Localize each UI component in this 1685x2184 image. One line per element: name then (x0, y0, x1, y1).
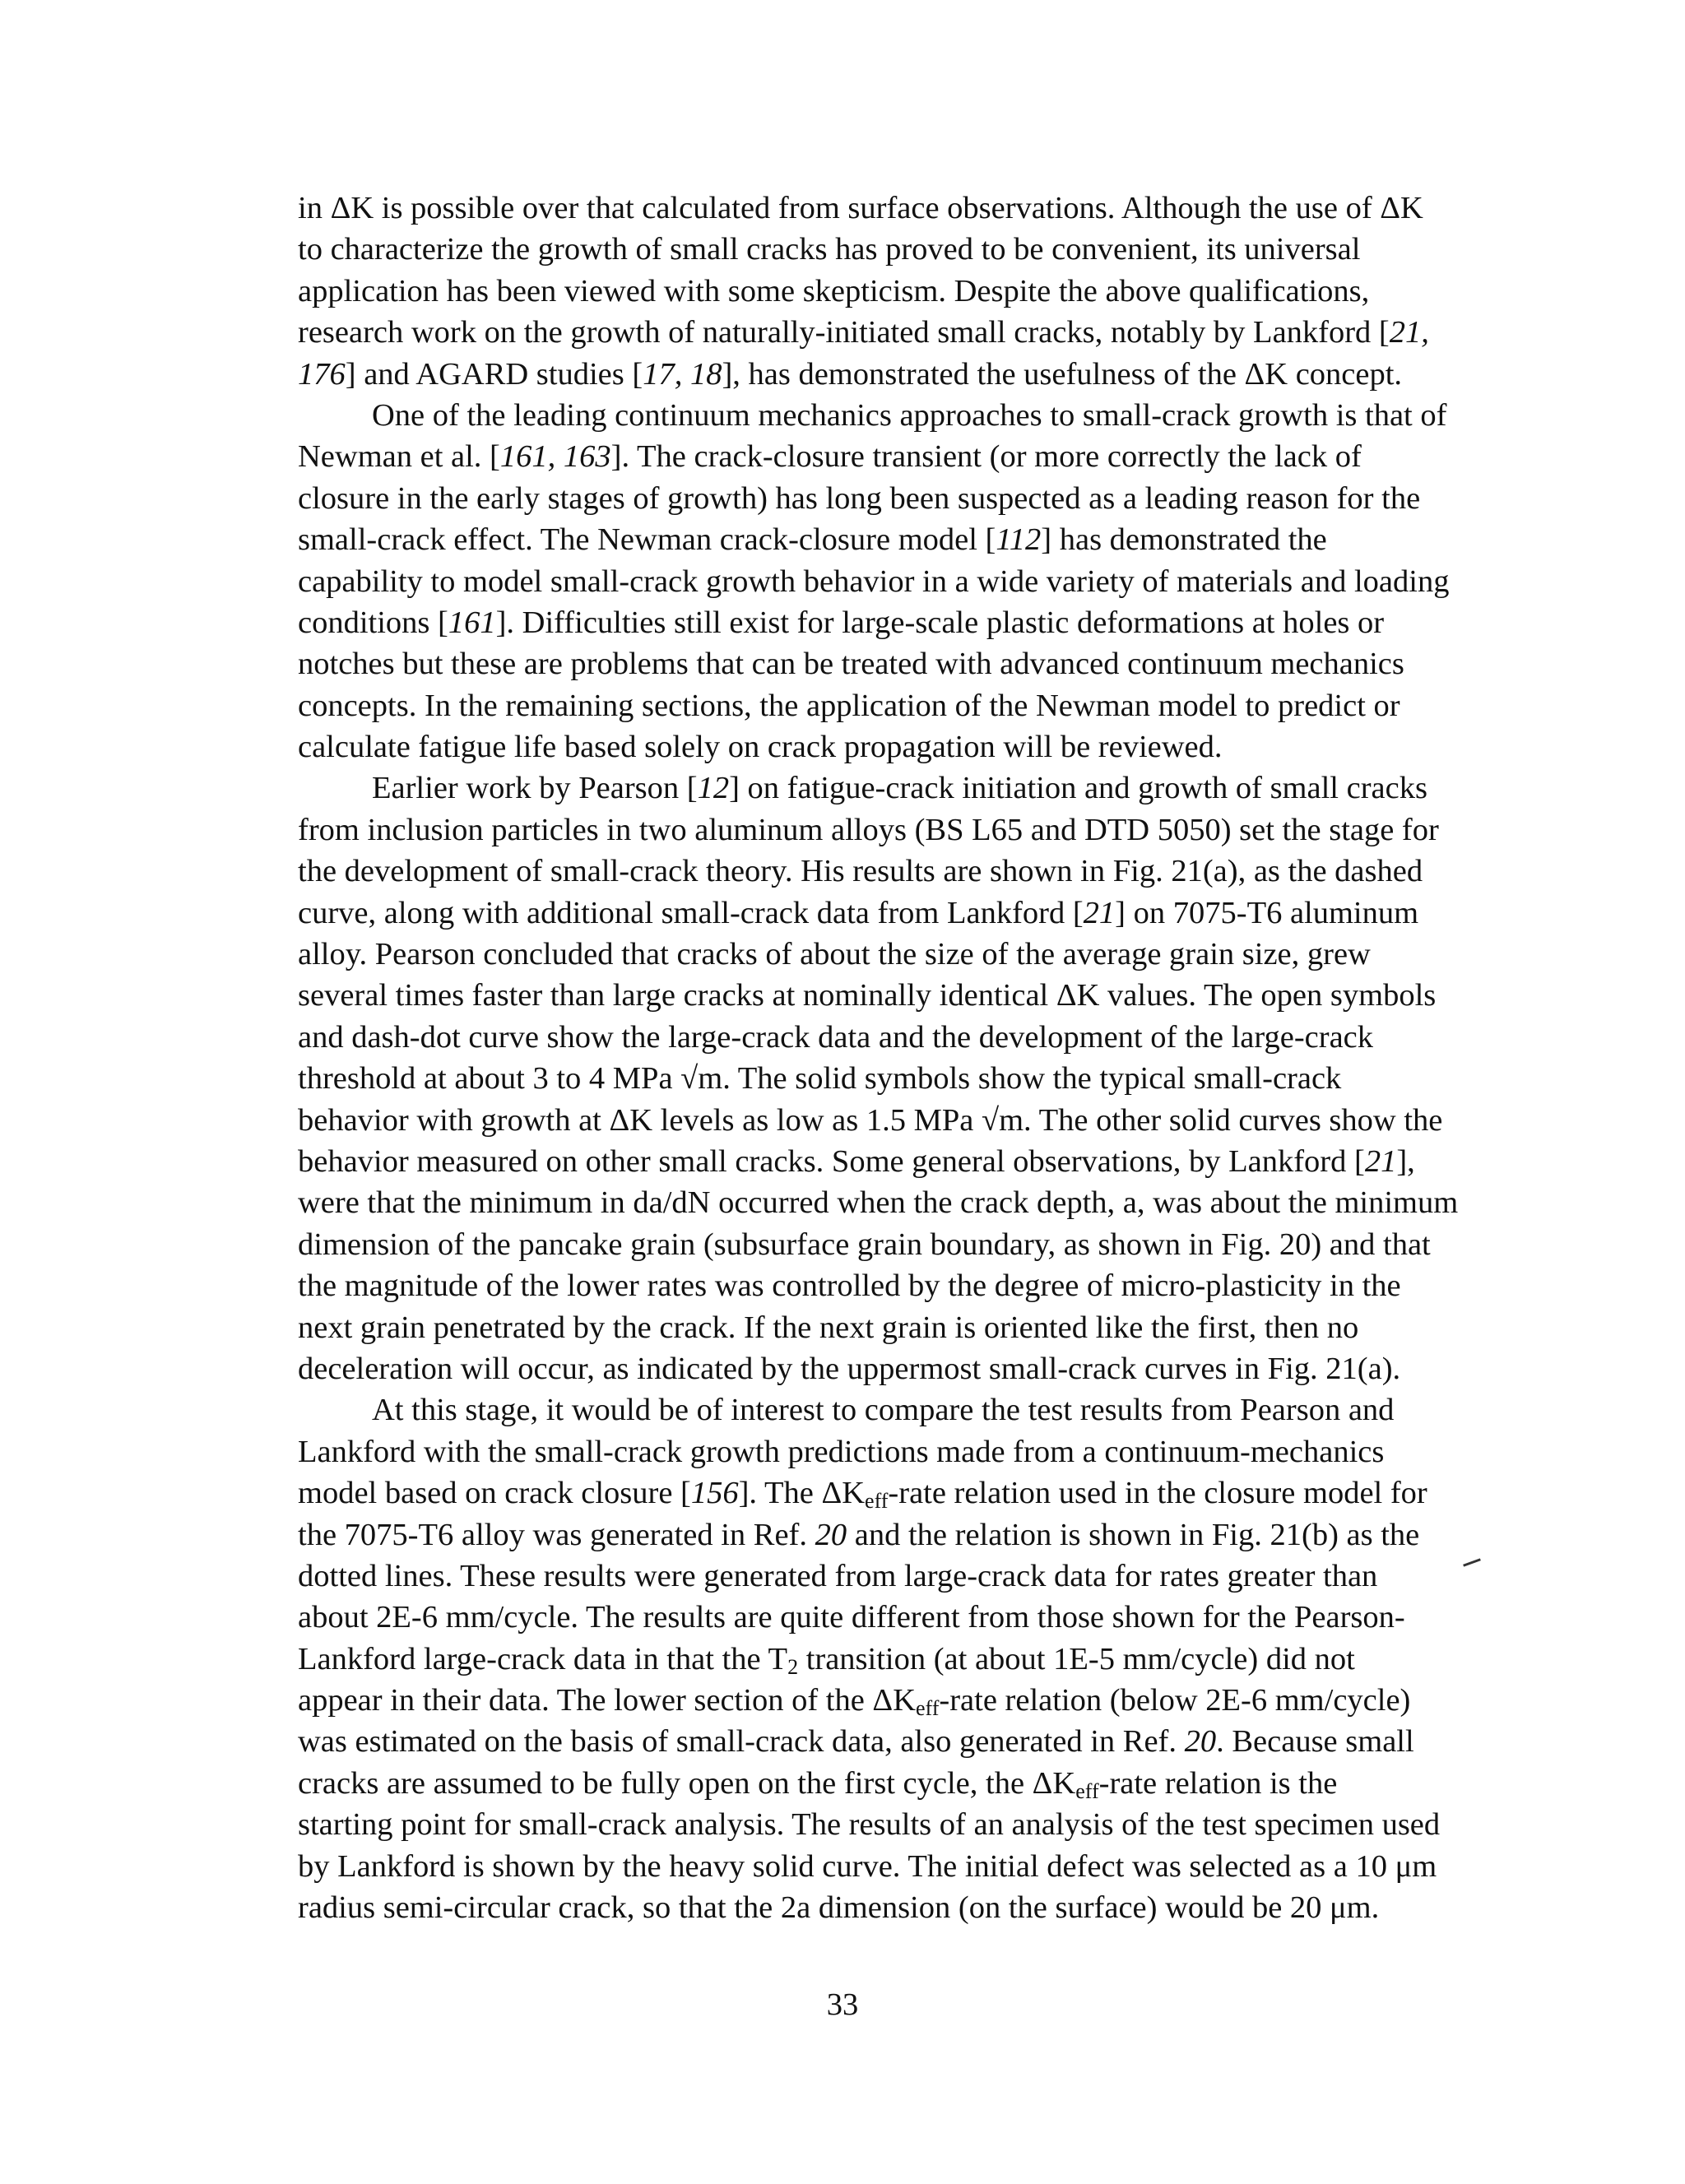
text-line (298, 1307, 1499, 1348)
text-line (298, 478, 1499, 519)
text-line (298, 893, 1499, 934)
text-run: dimension of the pancake grain (subsurface grain boundary, as shown in Fig. 20) and that (298, 1226, 1431, 1262)
subscript: eff (1075, 1778, 1099, 1803)
text-line (298, 1265, 1499, 1306)
subscript: 2 (787, 1654, 799, 1679)
reference-citation: 12 (697, 771, 730, 806)
text-line (298, 1141, 1499, 1182)
text-run: ] on fatigue-crack initiation and growth of small cracks (729, 771, 1427, 806)
text-line (298, 1431, 1499, 1472)
text-run: concepts. In the remaining sections, the application of the Newman model to predict or (298, 688, 1400, 723)
text-run: -rate relation (below 2E-6 mm/cycle) (939, 1683, 1411, 1718)
text-run: cracks are assumed to be fully open on the first cycle, the ΔK (298, 1765, 1076, 1801)
reference-citation: 156 (690, 1476, 739, 1511)
text-line (298, 934, 1499, 975)
reference-citation: 20 (815, 1517, 847, 1552)
reference-citation: 112 (996, 522, 1042, 558)
text-line (298, 561, 1499, 602)
text-run: Newman et al. [ (298, 439, 500, 475)
text-run: threshold at about 3 to 4 MPa √m. The solid symbols show the typical small-crack (298, 1061, 1342, 1097)
reference-citation: 161 (448, 605, 496, 640)
text-run: ]. Difficulties still exist for large-scale plastic deformations at holes or (495, 605, 1385, 640)
reference-citation: 21 (1083, 895, 1116, 930)
text-run: Lankford large-crack data in that the T (298, 1641, 788, 1676)
text-run: about 2E-6 mm/cycle. The results are quite different from those shown for the Pearson- (298, 1600, 1405, 1635)
text-run: to characterize the growth of small cracks has proved to be convenient, its universal (298, 232, 1361, 267)
page-number: 33 (826, 1987, 859, 2022)
text-run: small-crack effect. The Newman crack-closure model [ (298, 522, 996, 558)
text-run: radius semi-circular crack, so that the 2a dimension (on the surface) would be 20 μm. (298, 1890, 1380, 1926)
text-run: deceleration will occur, as indicated by the uppermost small-crack curves in Fig. 21(a). (298, 1351, 1401, 1386)
text-run: appear in their data. The lower section of the ΔK (298, 1683, 916, 1718)
text-line (298, 1597, 1499, 1638)
reference-citation: 17, 18 (643, 356, 722, 392)
text-run: ], (1396, 1143, 1415, 1179)
text-line (298, 1182, 1499, 1223)
text-run: research work on the growth of naturally-initiated small cracks, notably by Lankford [ (298, 315, 1390, 350)
text-run: from inclusion particles in two aluminum alloys (BS L65 and DTD 5050) set the stage for (298, 812, 1439, 847)
text-line (298, 271, 1499, 312)
text-run: curve, along with additional small-crack data from Lankford [ (298, 895, 1084, 930)
text-line (298, 1514, 1499, 1556)
text-line (298, 188, 1499, 229)
text-line (298, 519, 1499, 560)
text-run: in ΔK is possible over that calculated from surface observations. Although the use of ΔK (298, 191, 1423, 225)
text-line (298, 809, 1499, 851)
subscript: eff (865, 1489, 889, 1514)
text-line (298, 436, 1499, 477)
text-line (298, 395, 1499, 436)
text-run: One of the leading continuum mechanics approaches to small-crack growth is that of (372, 397, 1447, 433)
text-run: the magnitude of the lower rates was controlled by the degree of micro-plasticity in the (298, 1268, 1401, 1304)
text-line (298, 1846, 1499, 1887)
reference-citation: 161, 163 (499, 439, 611, 475)
text-line (298, 354, 1499, 395)
text-run: At this stage, it would be of interest to compare the test results from Pearson and (372, 1393, 1395, 1428)
text-line (298, 1389, 1499, 1430)
text-run: the development of small-crack theory. His results are shown in Fig. 21(a), as the dashed (298, 854, 1423, 889)
text-run: . Because small (1216, 1724, 1414, 1760)
text-run: ] and AGARD studies [ (345, 356, 643, 392)
text-run: application has been viewed with some skepticism. Despite the above qualifications, (298, 273, 1370, 308)
text-run: ] on 7075-T6 aluminum (1115, 895, 1419, 930)
text-line (298, 1680, 1499, 1721)
text-run: dotted lines. These results were generated from large-crack data for rates greater than (298, 1558, 1378, 1593)
paragraph (298, 395, 1499, 768)
text-run: Lankford with the small-crack growth predictions made from a continuum-mechanics (298, 1434, 1385, 1469)
text-line (298, 1887, 1499, 1928)
text-run: -rate relation is the (1098, 1765, 1338, 1801)
text-run: were that the minimum in da/dN occurred when the crack depth, a, was about the minimum (298, 1185, 1459, 1221)
text-run: -rate relation used in the closure model for (888, 1476, 1427, 1511)
text-run: several times faster than large cracks at nominally identical ΔK values. The open symbols (298, 978, 1437, 1013)
text-run: calculate fatigue life based solely on crack propagation will be reviewed. (298, 730, 1223, 765)
text-line (298, 851, 1499, 892)
text-line (298, 685, 1499, 726)
text-run: closure in the early stages of growth) has long been suspected as a leading reason for the (298, 480, 1421, 516)
text-run: the 7075-T6 alloy was generated in Ref. (298, 1517, 815, 1552)
text-run: capability to model small-crack growth behavior in a wide variety of materials and loading (298, 563, 1450, 599)
text-run: behavior with growth at ΔK levels as low as 1.5 MPa √m. The other solid curves show the (298, 1102, 1443, 1138)
text-line (298, 1721, 1499, 1762)
body-text (298, 188, 1499, 1928)
text-line (298, 312, 1499, 353)
subscript: eff (916, 1696, 940, 1721)
text-line (298, 1804, 1499, 1845)
text-line (298, 1224, 1499, 1265)
reference-citation: 176 (298, 356, 346, 392)
text-run: model based on crack closure [ (298, 1476, 691, 1511)
text-line (298, 975, 1499, 1016)
text-line (298, 1556, 1499, 1597)
text-line (298, 643, 1499, 684)
text-line (298, 1017, 1499, 1058)
text-run: conditions [ (298, 605, 448, 640)
text-run: by Lankford is shown by the heavy solid curve. The initial defect was selected as a 10 μm (298, 1848, 1437, 1884)
text-line (298, 1100, 1499, 1141)
text-line (298, 602, 1499, 643)
paragraph (298, 188, 1499, 395)
text-line (298, 229, 1499, 270)
text-line (298, 1639, 1499, 1680)
text-run: ]. The crack-closure transient (or more correctly the lack of (610, 439, 1362, 475)
text-run: notches but these are problems that can be treated with advanced continuum mechanics (298, 647, 1404, 682)
text-run: Earlier work by Pearson [ (372, 771, 698, 806)
text-run: next grain penetrated by the crack. If the next grain is oriented like the first, then no (298, 1310, 1359, 1345)
text-run: transition (at about 1E-5 mm/cycle) did not (798, 1641, 1355, 1676)
text-line (298, 726, 1499, 767)
text-run: behavior measured on other small cracks. Some general observations, by Lankford [ (298, 1143, 1365, 1179)
reference-citation: 21, (1389, 315, 1429, 350)
text-line (298, 1348, 1499, 1389)
text-run: ] has demonstrated the (1041, 522, 1327, 558)
text-line (298, 1472, 1499, 1514)
reference-citation: 21 (1364, 1143, 1397, 1179)
reference-citation: 20 (1184, 1724, 1217, 1760)
text-run: ]. The ΔK (738, 1476, 866, 1511)
text-line (298, 767, 1499, 809)
text-line (298, 1058, 1499, 1099)
text-line (298, 1763, 1499, 1804)
paragraph (298, 767, 1499, 1389)
text-run: was estimated on the basis of small-crack data, also generated in Ref. (298, 1724, 1185, 1760)
text-run: and dash-dot curve show the large-crack data and the development of the large-crack (298, 1019, 1374, 1055)
paragraph (298, 1389, 1499, 1928)
text-run: ], has demonstrated the usefulness of the ΔK concept. (722, 356, 1403, 392)
text-run: starting point for small-crack analysis. The results of an analysis of the test specimen used (298, 1807, 1441, 1843)
text-run: alloy. Pearson concluded that cracks of about the size of the average grain size, grew (298, 937, 1371, 972)
text-run: and the relation is shown in Fig. 21(b) as the (847, 1517, 1420, 1552)
